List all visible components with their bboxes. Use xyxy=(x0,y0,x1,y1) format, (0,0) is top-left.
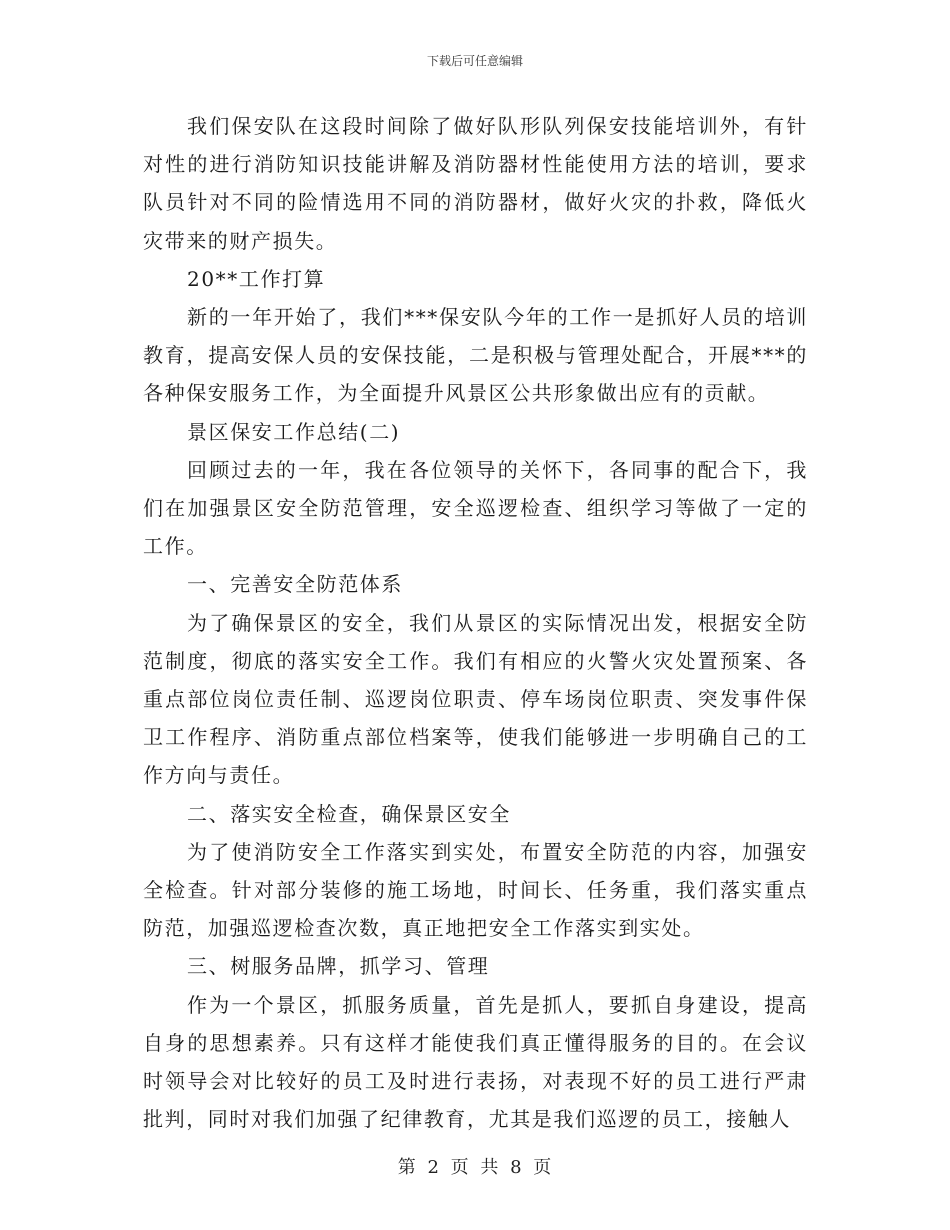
body-paragraph: 作为一个景区，抓服务质量，首先是抓人，要抓自身建设，提高自身的思想素养。只有这样才能使我们真正懂得服务的目的。在会议时领导会对比较好的员工及时进行表扬，对表现不好的员工进行严肃批判，同时对我们加强了纪律教育，尤其是我们巡逻的员工，接触人 xyxy=(143,992,808,1132)
body-paragraph: 新的一年开始了，我们***保安队今年的工作一是抓好人员的培训教育，提高安保人员的安保技能，二是积极与管理处配合，开展***的各种保安服务工作，为全面提升风景区公共形象做出应有的贡献。 xyxy=(143,305,808,406)
section-heading: 20**工作打算 xyxy=(187,266,326,291)
body-paragraph: 为了使消防安全工作落实到实处，布置安全防范的内容，加强安全检查。针对部分装修的施工场地，时间长、任务重，我们落实重点防范，加强巡逻检查次数，真正地把安全工作落实到实处。 xyxy=(143,839,808,941)
page-number: 第 2 页 共 8 页 xyxy=(397,1157,553,1178)
document-title: 景区保安工作总结(二) xyxy=(187,419,401,444)
section-heading: 一、完善安全防范体系 xyxy=(187,572,403,597)
page-header: 下载后可任意编辑 xyxy=(426,54,523,68)
document-body xyxy=(143,107,808,1138)
body-paragraph: 为了确保景区的安全，我们从景区的实际情况出发，根据安全防范制度，彻底的落实安全工作。我们有相应的火警火灾处置预案、各重点部位岗位责任制、巡逻岗位职责、停车场岗位职责、突发事件保卫工作程序、消防重点部位档案等，使我们能够进一步明确自己的工作方向与责任。 xyxy=(143,610,808,788)
body-paragraph: 回顾过去的一年，我在各位领导的关怀下，各同事的配合下，我们在加强景区安全防范管理，安全巡逻检查、组织学习等做了一定的工作。 xyxy=(143,457,808,559)
section-heading: 三、树服务品牌，抓学习、管理 xyxy=(187,954,490,979)
body-paragraph: 我们保安队在这段时间除了做好队形队列保安技能培训外，有针对性的进行消防知识技能讲解及消防器材性能使用方法的培训，要求队员针对不同的险情选用不同的消防器材，做好火灾的扑救，降低火灾带来的财产损失。 xyxy=(143,114,808,253)
section-heading: 二、落实安全检查，确保景区安全 xyxy=(187,801,511,826)
